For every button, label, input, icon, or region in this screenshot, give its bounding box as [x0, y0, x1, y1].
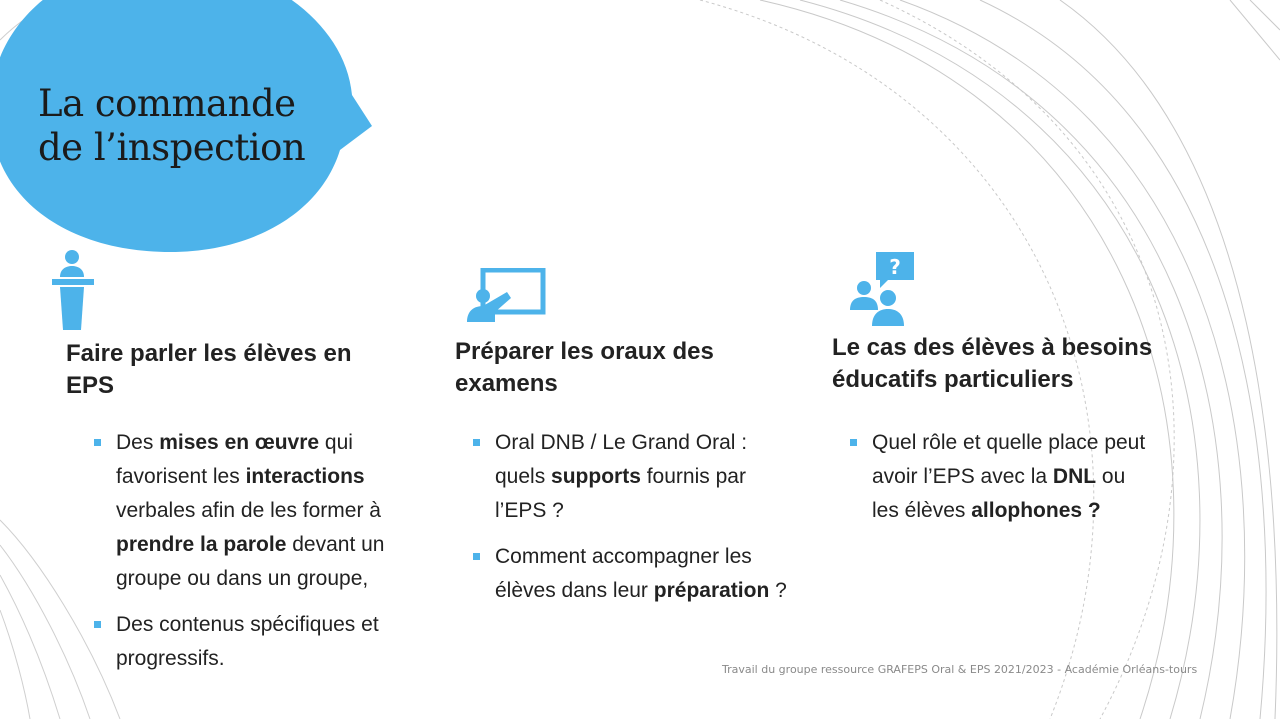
speaker-podium-icon — [50, 250, 98, 330]
svg-text:?: ? — [889, 255, 901, 279]
bold-text: DNL — [1052, 465, 1097, 488]
column-heading: Préparer les oraux des examens — [455, 338, 714, 397]
bullet-square-icon — [94, 621, 101, 628]
bullet-line — [495, 494, 835, 528]
text: favorisent les — [116, 465, 246, 488]
bullet-line — [116, 494, 456, 528]
text: progressifs. — [116, 647, 225, 670]
text: ? — [769, 579, 787, 602]
bold-text: supports — [551, 465, 641, 488]
bullet-line — [872, 494, 1222, 528]
text: quels — [495, 465, 552, 488]
bullet-list — [872, 426, 1222, 540]
presentation-board-icon — [465, 268, 547, 324]
text: élèves dans leur — [495, 579, 654, 602]
text: groupe ou dans un groupe, — [116, 567, 369, 590]
bold-text: interactions — [245, 465, 365, 488]
column-heading: Faire parler les élèves en EPS — [66, 340, 352, 399]
bullet-list — [116, 426, 456, 688]
text: avoir l’EPS avec la — [872, 465, 1053, 488]
bullet-line — [116, 608, 456, 642]
bullet-square-icon — [473, 553, 480, 560]
text: Oral DNB / Le Grand Oral : — [495, 431, 748, 454]
bullet-line — [116, 528, 456, 562]
text: Des — [116, 431, 160, 454]
bullet-item — [872, 426, 1222, 528]
bullet-line — [116, 562, 456, 596]
text: verbales afin de les former à — [116, 499, 381, 522]
bullet-line — [116, 426, 456, 460]
bullet-item — [495, 540, 835, 608]
bold-text: mises en œuvre — [159, 431, 320, 454]
bullet-item — [116, 608, 456, 676]
text: Comment accompagner les — [495, 545, 752, 568]
bold-text: allophones ? — [971, 499, 1101, 522]
text: Quel rôle et quelle place peut — [872, 431, 1146, 454]
slide-title-line-2: de l’inspection — [38, 126, 306, 169]
text: ou — [1096, 465, 1126, 488]
bullet-line — [495, 574, 835, 608]
slide-title — [38, 82, 338, 170]
people-question-icon — [850, 252, 918, 328]
bold-text: préparation — [653, 579, 770, 602]
text: Des contenus spécifiques et — [116, 613, 379, 636]
bullet-item — [116, 426, 456, 596]
bullet-line — [495, 540, 835, 574]
bullet-line — [872, 426, 1222, 460]
text: devant un — [286, 533, 385, 556]
bullet-list — [495, 426, 835, 620]
text: qui — [319, 431, 353, 454]
text: les élèves — [872, 499, 972, 522]
bold-text: prendre la parole — [116, 533, 287, 556]
bullet-square-icon — [94, 439, 101, 446]
bullet-square-icon — [473, 439, 480, 446]
text: fournis par — [640, 465, 746, 488]
slide-title-line-1: La commande — [38, 82, 296, 125]
bullet-item — [495, 426, 835, 528]
bullet-line — [116, 460, 456, 494]
bullet-line — [872, 460, 1222, 494]
footer-credit: Travail du groupe ressource GRAFEPS Oral & EPS 2021/2023 - Académie Orléans-tours — [722, 663, 1198, 676]
bullet-square-icon — [850, 439, 857, 446]
bullet-line — [495, 460, 835, 494]
text: l’EPS ? — [495, 499, 564, 522]
bullet-line — [116, 642, 456, 676]
column-heading: Le cas des élèves à besoins éducatifs particuliers — [832, 334, 1153, 393]
bullet-line — [495, 426, 835, 460]
